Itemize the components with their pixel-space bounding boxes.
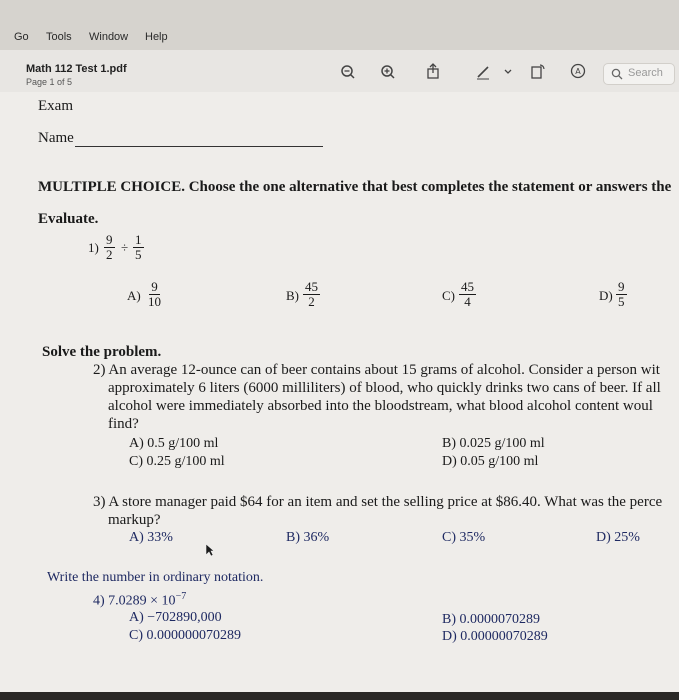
evaluate-heading: Evaluate.	[38, 211, 99, 227]
search-icon	[611, 68, 623, 80]
rotate-page-icon[interactable]	[530, 63, 546, 79]
q1-fraction-b: $\frac{1}{5}$	[135, 232, 142, 262]
q4-option-b: B) 0.0000070289	[442, 612, 540, 627]
q4-option-d: D) 0.00000070289	[442, 629, 548, 644]
q1-option-b: $\frac{45}{2}$	[305, 279, 318, 309]
q3-line-2: markup?	[108, 512, 161, 528]
q2-line-1: 2) An average 12-ounce can of beer contains about 15 grams of alcohol. Consider a person wit	[93, 362, 660, 378]
q2-line-3: alcohol were immediately absorbed into the bloodstream, what blood alcohol content woul	[108, 398, 653, 414]
zoom-out-icon[interactable]	[340, 64, 356, 80]
menu-bar	[0, 0, 679, 50]
document-title: Math 112 Test 1.pdf	[26, 63, 127, 75]
page-info: Page 1 of 5	[26, 77, 73, 87]
q3-option-b: B) 36%	[286, 530, 330, 545]
q1-option-d-label: D)	[599, 288, 613, 303]
q1-operator: ÷	[121, 240, 129, 255]
q4-question: 4) $7.0289 \times 10^{-7}$	[93, 591, 187, 609]
q1-option-a-label: A)	[127, 288, 141, 303]
search-placeholder: Search	[628, 67, 663, 79]
q1-option-a: $\frac{9}{10}$	[148, 279, 161, 309]
q2-option-d: D) 0.05 g/100 ml	[442, 454, 539, 469]
zoom-in-icon[interactable]	[380, 64, 396, 80]
markup-pen-icon[interactable]	[475, 64, 491, 80]
search-field[interactable]	[603, 63, 675, 85]
q1-option-d: $\frac{9}{5}$	[618, 279, 625, 309]
screen-bezel	[0, 692, 679, 700]
q3-option-a: A) 33%	[129, 530, 173, 545]
exam-heading: Exam	[38, 98, 73, 114]
menu-window[interactable]: Window	[89, 31, 129, 43]
annotate-icon[interactable]	[570, 63, 586, 79]
pdf-page	[0, 92, 679, 692]
menu-tools[interactable]: Tools	[46, 31, 72, 43]
q1-option-c-label: C)	[442, 288, 455, 303]
q3-line-1: 3) A store manager paid $64 for an item and set the selling price at $86.40. What was the perce	[93, 494, 663, 510]
q2-line-4: find?	[108, 416, 139, 432]
q2-option-a: A) 0.5 g/100 ml	[129, 436, 219, 451]
q2-line-2: approximately 6 liters (6000 milliliters) of blood, who quickly drinks two cans of beer. If all	[108, 380, 661, 396]
q1-option-b-label: B)	[286, 288, 299, 303]
share-icon[interactable]	[425, 63, 441, 79]
q1-option-c: $\frac{45}{4}$	[461, 279, 474, 309]
name-label: Name	[38, 130, 74, 146]
ordinary-notation-heading: Write the number in ordinary notation.	[47, 570, 264, 585]
q4-option-c: C) 0.000000070289	[129, 628, 241, 643]
q1-fraction-a: $\frac{9}{2}$	[106, 232, 113, 262]
toolbar	[0, 50, 679, 93]
menu-go[interactable]: Go	[14, 31, 29, 43]
q3-option-d: D) 25%	[596, 530, 640, 545]
q2-option-b: B) 0.025 g/100 ml	[442, 436, 545, 451]
q2-option-c: C) 0.25 g/100 ml	[129, 454, 225, 469]
q1-number: 1)	[88, 240, 99, 255]
svg-text:A: A	[575, 67, 581, 76]
chevron-down-icon[interactable]	[503, 64, 513, 80]
q3-option-c: C) 35%	[442, 530, 486, 545]
name-line	[75, 146, 323, 147]
menu-help[interactable]: Help	[145, 31, 168, 43]
solve-heading: Solve the problem.	[42, 344, 162, 360]
q4-option-a: A) −702890,000	[129, 610, 222, 625]
mouse-cursor-icon	[205, 543, 215, 557]
section-mc-heading: MULTIPLE CHOICE. Choose the one alternative that best completes the statement or answers the	[38, 179, 672, 195]
